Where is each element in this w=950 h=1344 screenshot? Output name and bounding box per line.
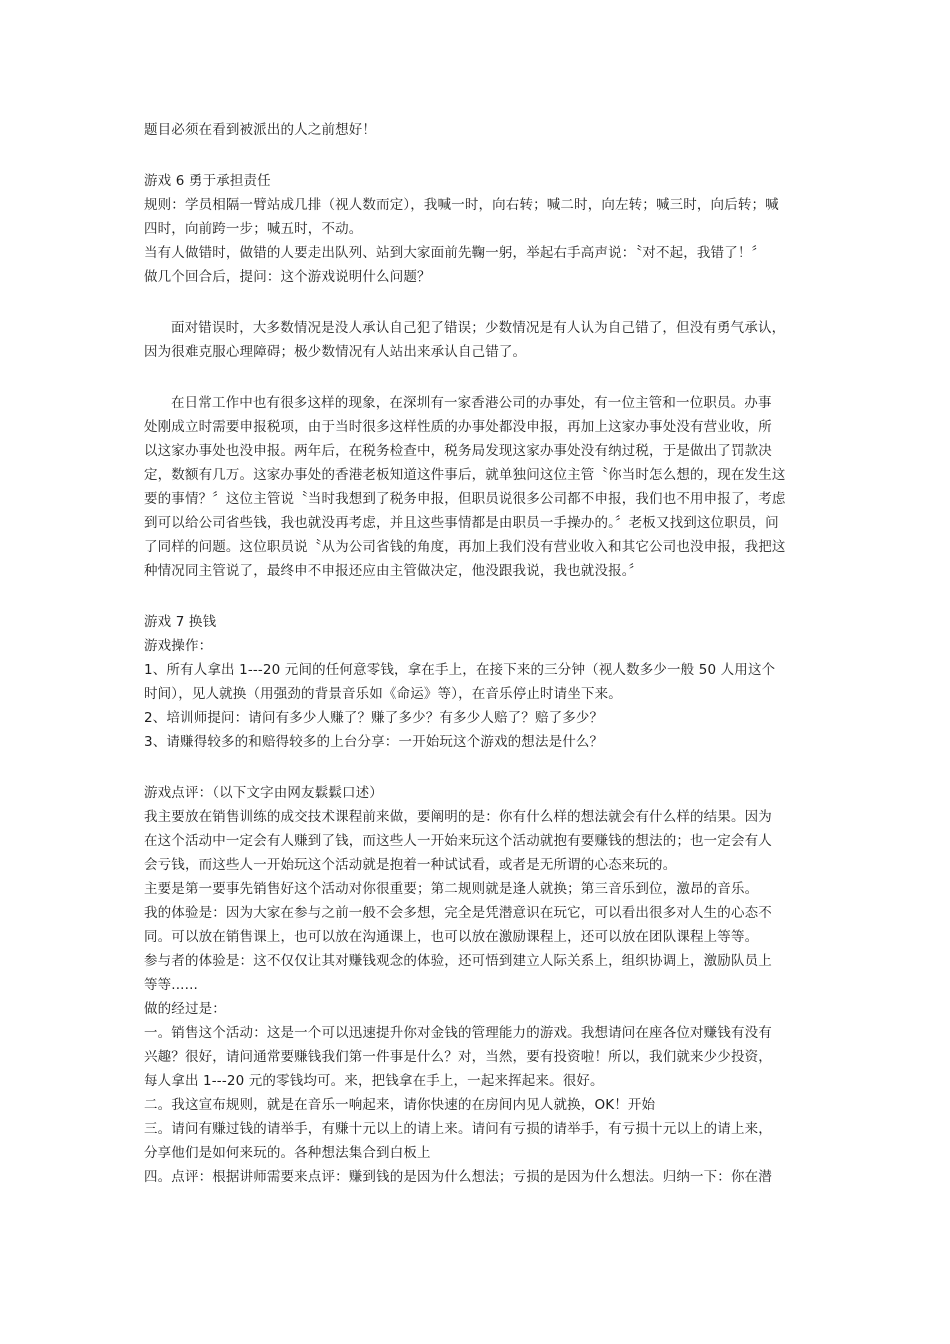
text-line: 面对错误时，大多数情况是没人承认自己犯了错误；少数情况是有人认为自己错了，但没有勇气承认，: [171, 320, 786, 336]
text-line: 我的体验是：因为大家在参与之前一般不会多想，完全是凭潜意识在玩它，可以看出很多对人生的心态不: [144, 905, 772, 921]
text-line: 定，数额有几万。这家办事处的香港老板知道这件事后，就单独问这位主管〝你当时怎么想的，现在发生这: [144, 467, 786, 483]
text-line: 同。可以放在销售课上，也可以放在沟通课上，也可以放在激励课程上，还可以放在团队课程上等等。: [144, 929, 759, 945]
text-line: 种情况同主管说了，最终申不申报还应由主管做决定，他没跟我说，我也就没报。〞: [144, 563, 643, 579]
text-line: 我主要放在销售训练的成交技术课程前来做，要阐明的是：你有什么样的想法就会有什么样的结果。因为: [144, 809, 772, 825]
text-line: 3、请赚得较多的和赔得较多的上台分享：一开始玩这个游戏的想法是什么？: [144, 734, 604, 750]
text-line: 分享他们是如何来玩的。各种想法集合到白板上: [144, 1145, 431, 1161]
text-line: 当有人做错时，做错的人要走出队列、站到大家面前先鞠一躬，举起右手高声说：〝对不起，我错了！〞: [144, 245, 766, 261]
text-line: 做的经过是：: [144, 1001, 226, 1017]
text-line: 每人拿出 1---20 元的零钱均可。来，把钱拿在手上，一起来挥起来。很好。: [144, 1073, 604, 1089]
text-line: 2、培训师提问：请问有多少人赚了？赚了多少？有多少人赔了？赔了多少？: [144, 710, 604, 726]
text-line: 因为很难克服心理障碍；极少数情况有人站出来承认自己错了。: [144, 344, 527, 360]
text-line: 规则：学员相隔一臂站成几排（视人数而定），我喊一时，向右转；喊二时，向左转；喊三时，向后转；喊: [144, 197, 779, 213]
game7-heading: 游戏 7 换钱: [144, 614, 217, 630]
text-line: 到可以给公司省些钱，我也就没再考虑，并且这些事情都是由职员一手操办的。〞老板又找到这位职员，问: [144, 515, 779, 531]
text-line: 在这个活动中一定会有人赚到了钱，而这些人一开始来玩这个活动就抱有要赚钱的想法的；也一定会有人: [144, 833, 772, 849]
text-line: 参与者的体验是：这不仅仅让其对赚钱观念的体验，还可悟到建立人际关系上，组织协调上，激励队员上: [144, 953, 772, 969]
text-line: 会亏钱，而这些人一开始玩这个活动就是抱着一种试试看，或者是无所谓的心态来玩的。: [144, 857, 677, 873]
text-line: 以这家办事处也没申报。两年后，在税务检查中，税务局发现这家办事处没有纳过税，于是做出了罚款决: [144, 443, 772, 459]
text-line: 等等......: [144, 977, 198, 993]
text-line: 时间），见人就换（用强劲的背景音乐如《命运》等），在音乐停止时请坐下来。: [144, 686, 622, 702]
text-line: 主要是第一要事先销售好这个活动对你很重要；第二规则就是逢人就换；第三音乐到位，激昂的音乐。: [144, 881, 759, 897]
text-line: 一。销售这个活动：这是一个可以迅速提升你对金钱的管理能力的游戏。我想请问在座各位对赚钱有没有: [144, 1025, 772, 1041]
text-line: 三。请问有赚过钱的请举手，有赚十元以上的请上来。请问有亏损的请举手，有亏损十元以上的请上来，: [144, 1121, 772, 1137]
text-line: 在日常工作中也有很多这样的现象，在深圳有一家香港公司的办事处，有一位主管和一位职员。办事: [171, 395, 772, 411]
intro-line: 题目必须在看到被派出的人之前想好！: [144, 122, 377, 138]
text-line: 要的事情？〞这位主管说〝当时我想到了税务申报，但职员说很多公司都不申报，我们也不用申报了，考虑: [144, 491, 786, 507]
text-line: 处刚成立时需要申报税项，由于当时很多这样性质的办事处都没申报，再加上这家办事处没有营业收，所: [144, 419, 772, 435]
game6-heading: 游戏 6 勇于承担责任: [144, 173, 271, 189]
text-line: 兴趣？很好，请问通常要赚钱我们第一件事是什么？对，当然，要有投资啦！所以，我们就来少少投资，: [144, 1049, 772, 1065]
text-line: 游戏操作：: [144, 638, 213, 654]
text-line: 四时，向前跨一步；喊五时，不动。: [144, 221, 363, 237]
text-line: 二。我这宣布规则，就是在音乐一响起来，请你快速的在房间内见人就换，OK！开始: [144, 1097, 656, 1113]
text-line: 做几个回合后，提问：这个游戏说明什么问题？: [144, 269, 431, 285]
text-line: 1、所有人拿出 1---20 元间的任何意零钱，拿在手上，在接下来的三分钟（视人数多少一般 50 人用这个: [144, 662, 776, 678]
text-line: 了同样的问题。这位职员说〝从为公司省钱的角度，再加上我们没有营业收入和其它公司也没申报，我把这: [144, 539, 786, 555]
text-line: 四。点评：根据讲师需要来点评：赚到钱的是因为什么想法；亏损的是因为什么想法。归纳一下：你在潜: [144, 1169, 772, 1185]
review-heading: 游戏点评：（以下文字由网友鬏鬏口述）: [144, 785, 383, 801]
